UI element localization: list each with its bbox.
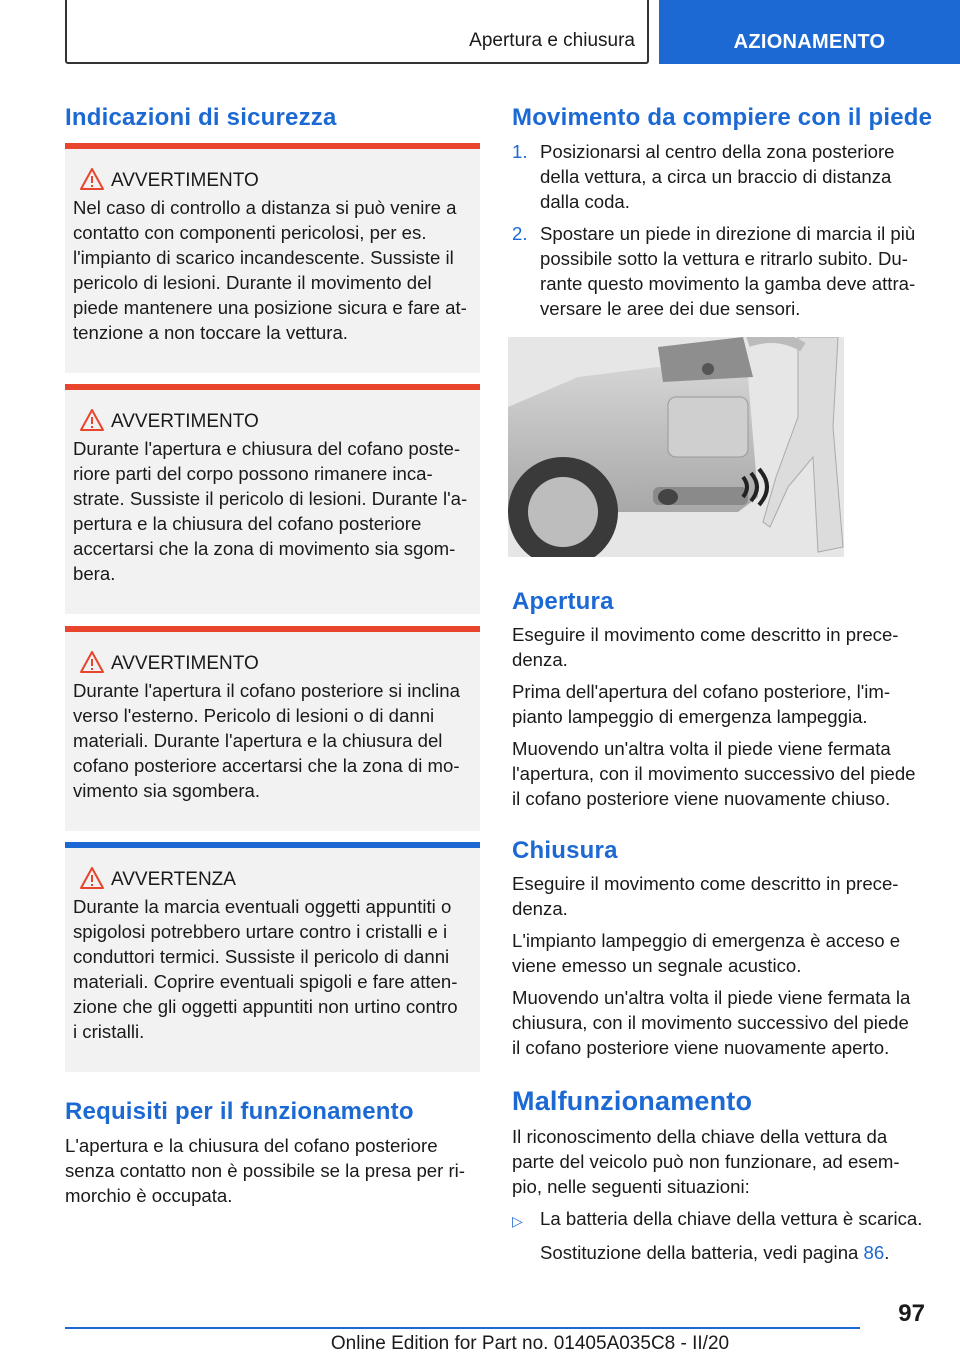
warning-box-1 — [65, 143, 480, 373]
malfunction-heading: Malfunzionamento — [512, 1086, 753, 1116]
warning-triangle-icon — [79, 408, 105, 432]
warning-title: AVVERTIMENTO — [111, 411, 259, 432]
warning-triangle-icon — [79, 167, 105, 191]
page-link[interactable]: 86 — [863, 1242, 885, 1263]
notice-box — [65, 842, 480, 1072]
battery-reference: Sostituzione della batteria, vedi pagina 86. — [540, 1242, 890, 1263]
page-number: 97 — [898, 1300, 925, 1327]
steps-list — [512, 139, 932, 328]
foot-gesture-illustration — [508, 337, 844, 557]
closing-text: Eseguire il movimento come descritto in prece‐ denza. L'impianto lampeggio di emergenza è acceso e viene emesso un segnale acustico. Muovendo un'altra volta il piede viene fermata la chiusura, con il movimento successivo del piede il cofano posteriore viene nuovamente aperto. — [512, 873, 911, 1058]
opening-text: Eseguire il movimento come descritto in prece‐ denza. Prima dell'apertura del cofano posteriore, l'im‐ pianto lampeggio di emergenza lampeggia. Muovendo un'altra volta il piede viene fermata l'apertura, con il movimento successivo del piede il cofano posteriore viene nuovamente chiuso. — [512, 624, 916, 809]
warning-box-3 — [65, 626, 480, 831]
list-item: 1. Posizionarsi al centro della zona posteriore della vettura, a circa un braccio di distanza dalla coda. — [512, 141, 895, 212]
list-item: 2. Spostare un piede in direzione di marcia il più possibile sotto la vettura e ritrarlo subito. Du‐ rante questo movimento la gamba deve attra‐ versare le aree dei due sensori. — [512, 223, 916, 319]
bullet-triangle-icon: ▷ — [512, 1213, 523, 1229]
closing-heading: Chiusura — [512, 837, 618, 864]
safety-heading: Indicazioni di sicurezza — [65, 104, 337, 131]
requirements-text: L'apertura e la chiusura del cofano posteriore senza contatto non è possibile se la presa per ri‐ morchio è occupata. — [65, 1135, 465, 1206]
movement-heading: Movimento da compiere con il piede — [512, 104, 933, 131]
opening-heading: Apertura — [512, 588, 614, 615]
warning-box-2 — [65, 384, 480, 614]
warning-text: Nel caso di controllo a distanza si può venire a contatto con componenti pericolosi, per es. l'impianto di scarico incandescente. Sussiste il pericolo di lesioni. Durante il movimento del piede mantenere una posizione sicura e fare at‐ tenzione a non toccare la vettura. — [73, 197, 467, 343]
warning-text: Durante l'apertura il cofano posteriore si inclina verso l'esterno. Pericolo di lesioni o di danni materiali. Durante l'apertura e la chiusura del cofano posteriore accertarsi che la zona di mo‐ vimento sia sgombera. — [73, 680, 460, 801]
malfunction-text: Il riconoscimento della chiave della vettura da parte del veicolo può non funzionare, ad esem‐ pio, nelle seguenti situazioni: ▷ La batteria della chiave della vettura è scarica. Sostituzione della batteria, vedi pagina 86. — [512, 1124, 932, 1265]
notice-text: Durante la marcia eventuali oggetti appuntiti o spigolosi potrebbero urtare contro i cristalli e i conduttori termici. Sussiste il pericolo di danni materiali. Coprire eventuali spigoli e fare atten‐ zione che gli oggetti appuntiti non urtino contro i cristalli. — [73, 896, 458, 1042]
chapter-tab-label: AZIONAMENTO — [733, 31, 886, 53]
warning-text: Durante l'apertura e chiusura del cofano poste‐ riore parti del corpo possono rimanere inca‐ strate. Sussiste il pericolo di lesioni. Durante l'a‐ pertura e la chiusura del cofano posteriore accertarsi che la zona di movimento sia sgom‐ bera. — [73, 438, 468, 584]
warning-title: AVVERTIMENTO — [111, 170, 259, 191]
chapter-tab[interactable] — [659, 0, 960, 64]
edition-footer: Online Edition for Part no. 01405A035C8 - II/20 — [330, 1333, 730, 1354]
list-item: ▷ La batteria della chiave della vettura è scarica. — [512, 1206, 932, 1234]
section-title: Apertura e chiusura — [469, 30, 635, 51]
warning-title: AVVERTIMENTO — [111, 653, 259, 674]
requirements-heading: Requisiti per il funzionamento — [65, 1098, 414, 1125]
warning-triangle-icon — [79, 650, 105, 674]
footer-divider — [65, 1327, 860, 1329]
header-box — [65, 0, 649, 64]
notice-title: AVVERTENZA — [111, 869, 236, 890]
notice-triangle-icon — [79, 866, 105, 890]
